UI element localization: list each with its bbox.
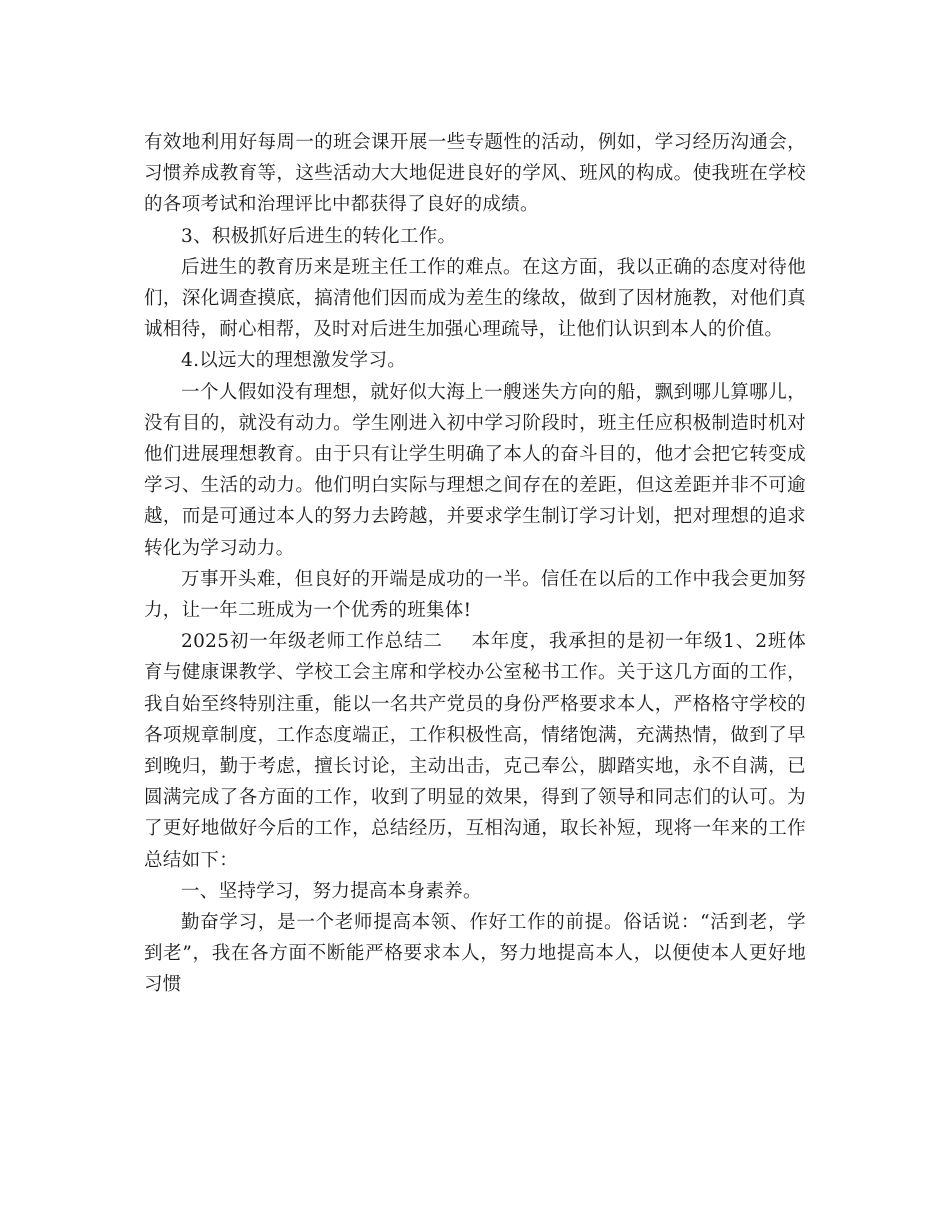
paragraph: 一、坚持学习，努力提高本身素养。: [181, 880, 482, 902]
paragraph: 3、积极抓好后进生的转化工作。: [181, 225, 457, 247]
paragraph-text: 本年度，我承担的是初一年级1、2班体育与健康课教学、学校工会主席和学校办公室秘书工作。关于这几方面的工作，我自始至终特别注重，能以一名共产党员的身份严格要求本人，严格格守学校的各项规章制度，工作态度端正，工作积极性高，情绪饱满，充满热情，做到了早到晚归，勤于考虑，擅长讨论，主动出击，克己奉公，脚踏实地，永不自满，已圆满完成了各方面的工作，收到了明显的效果，得到了领导和同志们的认可。为了更好地做好今后的工作，总结经历，互相沟通，取长补短，现将一年来的工作总结如下：: [144, 631, 806, 871]
paragraph: 一个人假如没有理想，就好似大海上一艘迷失方向的船，飘到哪儿算哪儿，没有目的，就没有动力。学生刚进入初中学习阶段时，班主任应积极制造时机对他们进展理想教育。由于只有让学生明确了本人的奋斗目的，他才会把它转变成学习、生活的动力。他们明白实际与理想之间存在的差距，但这差距并非不可逾越，而是可通过本人的努力去跨越，并要求学生制订学习计划，把对理想的追求转化为学习动力。: [144, 381, 806, 559]
paragraph-with-heading: [144, 626, 806, 876]
paragraph: 万事开头难，但良好的开端是成功的一半。信任在以后的工作中我会更加努力，让一年二班成为一个优秀的班集体!: [144, 568, 806, 622]
paragraph: 勤奋学习，是一个老师提高本领、作好工作的前提。俗话说：“活到老，学到老”，我在各方面不断能严格要求本人，努力地提高本人，以便使本人更好地习惯: [144, 912, 806, 996]
document-body: [144, 127, 806, 1001]
paragraph: 4.以远大的理想激发学习。: [181, 350, 407, 372]
paragraph: 有效地利用好每周一的班会课开展一些专题性的活动，例如，学习经历沟通会，习惯养成教育等，这些活动大大地促进良好的学风、班风的构成。使我班在学校的各项考试和治理评比中都获得了良好的成绩。: [144, 132, 806, 216]
section-heading: 2025初一年级老师工作总结二: [181, 631, 443, 653]
paragraph: 后进生的教育历来是班主任工作的难点。在这方面，我以正确的态度对待他们，深化调查摸底，搞清他们因而成为差生的缘故，做到了因材施教，对他们真诚相待，耐心相帮，及时对后进生加强心理疏导，让他们认识到本人的价值。: [144, 256, 806, 341]
